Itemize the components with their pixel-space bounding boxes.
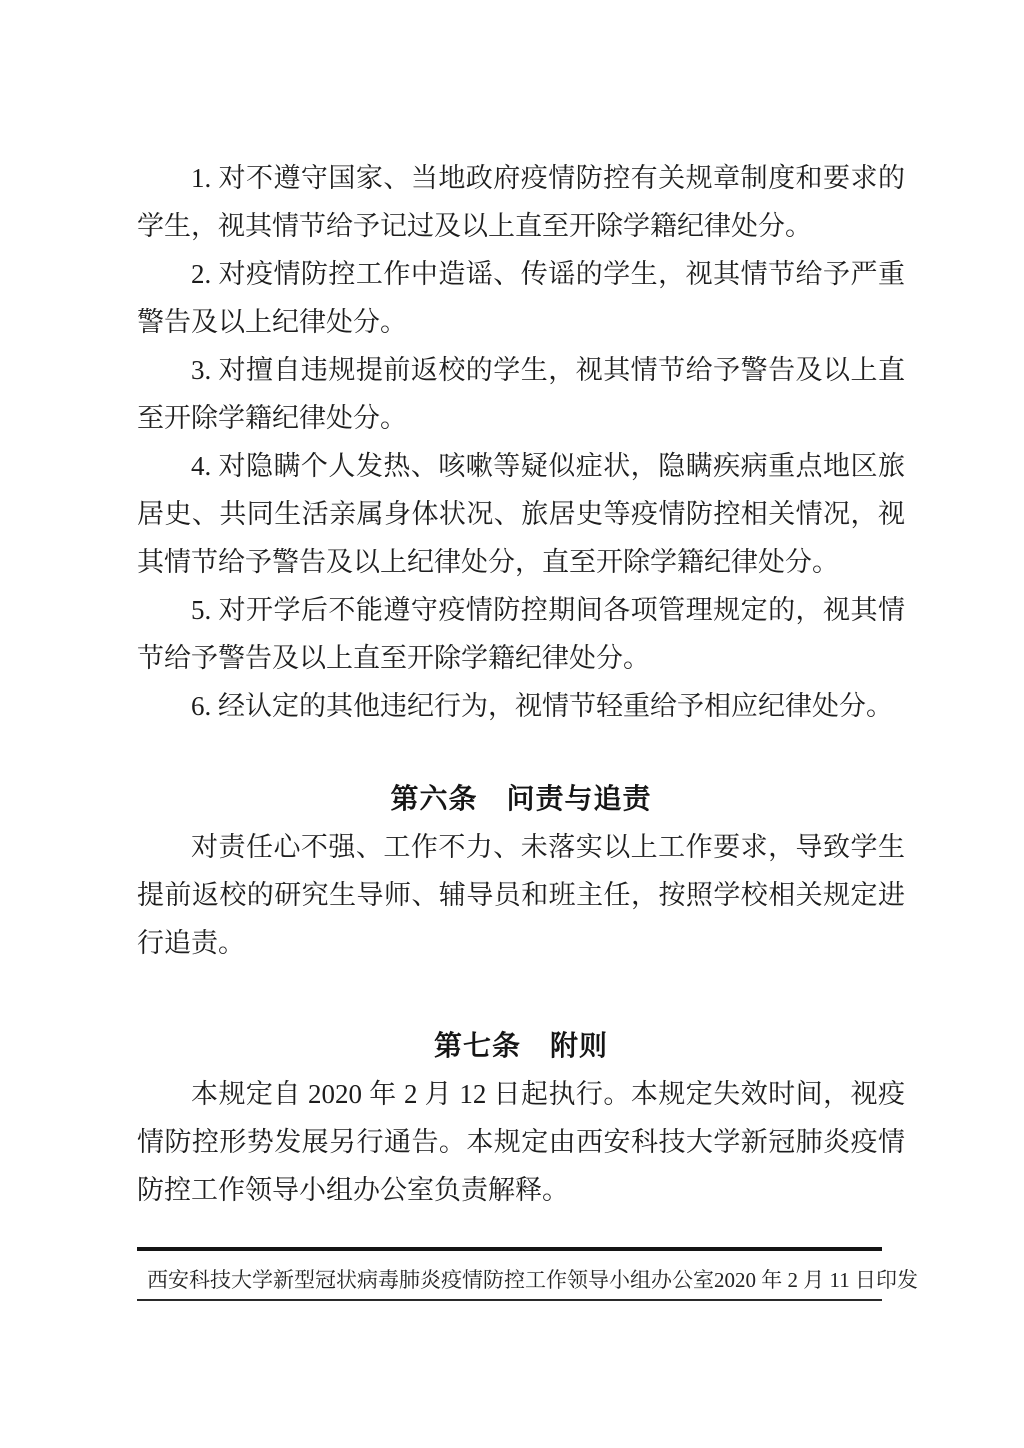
footer-date: 2020 年 2 月 11 日印发 — [714, 1268, 918, 1292]
doc-line: 警告及以上纪律处分。 — [137, 307, 407, 337]
doc-line: 居史、共同生活亲属身体状况、旅居史等疫情防控相关情况，视 — [137, 499, 905, 529]
doc-line: 本规定自 2020 年 2 月 12 日起执行。本规定失效时间，视疫 — [191, 1079, 905, 1109]
section-6-paragraph — [137, 823, 905, 967]
doc-line: 节给予警告及以上直至开除学籍纪律处分。 — [137, 643, 650, 673]
doc-line: 学生，视其情节给予记过及以上直至开除学籍纪律处分。 — [137, 211, 812, 241]
doc-line: 2. 对疫情防控工作中造谣、传谣的学生，视其情节给予严重 — [191, 259, 905, 289]
doc-line: 防控工作领导小组办公室负责解释。 — [137, 1175, 569, 1205]
paragraph-3 — [137, 346, 905, 442]
doc-line: 1. 对不遵守国家、当地政府疫情防控有关规章制度和要求的 — [191, 163, 905, 193]
doc-line: 6. 经认定的其他违纪行为，视情节轻重给予相应纪律处分。 — [191, 691, 893, 721]
paragraph-1 — [137, 154, 905, 250]
doc-line: 情防控形势发展另行通告。本规定由西安科技大学新冠肺炎疫情 — [137, 1127, 905, 1157]
doc-line: 行追责。 — [137, 928, 245, 958]
footer-issuer: 西安科技大学新型冠状病毒肺炎疫情防控工作领导小组办公室 — [147, 1268, 714, 1292]
doc-line: 其情节给予警告及以上纪律处分，直至开除学籍纪律处分。 — [137, 547, 839, 577]
paragraph-4 — [137, 442, 905, 586]
section-6-heading: 第六条 问责与追责 — [390, 783, 652, 814]
footer-row — [137, 1251, 918, 1301]
doc-line: 至开除学籍纪律处分。 — [137, 403, 407, 433]
section-7-heading: 第七条 附则 — [433, 1030, 608, 1061]
disciplinary-items — [137, 154, 905, 730]
page-footer — [137, 1247, 918, 1301]
section-7-paragraph — [137, 1070, 905, 1214]
paragraph-2 — [137, 250, 905, 346]
paragraph-6 — [137, 682, 905, 730]
doc-line: 3. 对擅自违规提前返校的学生，视其情节给予警告及以上直 — [191, 355, 905, 385]
paragraph-5 — [137, 586, 905, 682]
doc-line: 4. 对隐瞒个人发热、咳嗽等疑似症状，隐瞒疾病重点地区旅 — [191, 451, 905, 481]
doc-line: 5. 对开学后不能遵守疫情防控期间各项管理规定的，视其情 — [191, 595, 905, 625]
doc-line: 提前返校的研究生导师、辅导员和班主任，按照学校相关规定进 — [137, 880, 905, 910]
doc-line: 对责任心不强、工作不力、未落实以上工作要求，导致学生 — [191, 832, 905, 862]
